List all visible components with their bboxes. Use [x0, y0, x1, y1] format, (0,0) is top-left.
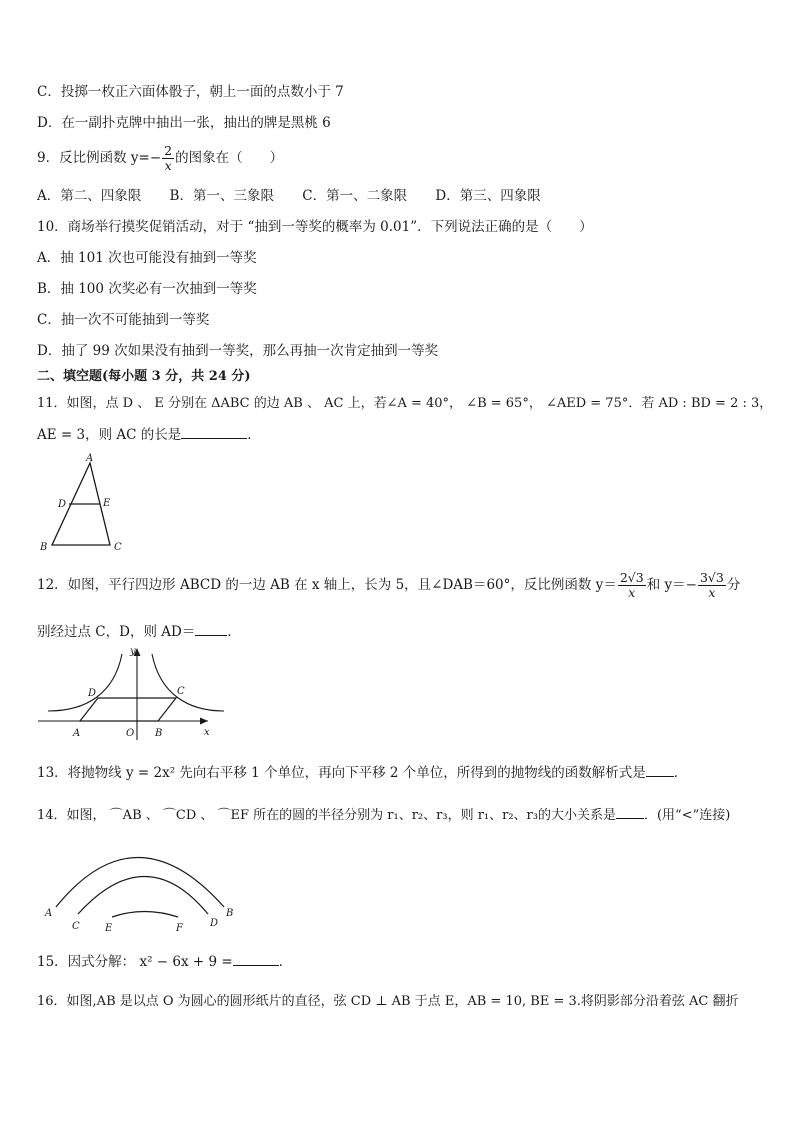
q11-answer-blank	[181, 426, 247, 439]
q11-label-e: E	[103, 498, 111, 509]
q9-prefix: 9．反比例函数 y=−	[37, 150, 162, 166]
q12-label-c: C	[177, 686, 185, 697]
q14-end: ．(用“<”连接)	[643, 808, 731, 823]
q9-stem	[37, 143, 283, 173]
q15-end: ．	[278, 954, 293, 970]
q8-option-d: D．在一副扑克牌中抽出一张，抽出的牌是黑桃 6	[37, 115, 331, 131]
q12-line2	[37, 623, 241, 641]
q11-label-a: A	[86, 453, 94, 464]
q12-fraction-1	[618, 571, 646, 600]
q12-label-x: x	[204, 727, 210, 738]
q10-option-d: D．抽了 99 次如果没有抽到一等奖，那么再抽一次肯定抽到一等奖	[37, 343, 439, 359]
q15-text: 15．因式分解： x² − 6x + 9 =	[37, 954, 233, 970]
q12-fraction-2-numerator: 3√3	[699, 570, 724, 585]
q12-end: ．	[227, 624, 241, 640]
q12-fraction-2-denominator: x	[708, 585, 716, 600]
q12-line2-text: 别经过点 C，D，则 AD＝	[37, 624, 196, 640]
q14-label-f: F	[176, 923, 183, 934]
q12-line1-end: 分	[726, 577, 741, 593]
q11-end: ．	[247, 427, 261, 443]
q12-label-o: O	[126, 728, 135, 739]
q9-fraction-denominator: x	[164, 158, 172, 173]
q13-text: 13．将抛物线 y = 2x² 先向右平移 1 个单位，再向下平移 2 个单位，所得到的抛物线的函数解析式是	[37, 765, 646, 781]
q15-answer-blank	[233, 953, 279, 966]
q9-option-b: B．第一、三象限	[169, 188, 274, 204]
q9-option-d: D．第三、四象限	[435, 188, 541, 204]
q10-option-a: A．抽 101 次也可能没有抽到一等奖	[37, 250, 257, 266]
q14-label-d: D	[210, 918, 219, 929]
q14-label-c: C	[72, 921, 80, 932]
q9-fraction-numerator: 2	[164, 143, 173, 158]
q11-line1: 11．如图，点 D 、 E 分别在 ΔABC 的边 AB 、 AC 上，若∠A = 40°， ∠B = 65°， ∠AED = 75°．若 AD : BD = 2 : 3，	[37, 396, 773, 411]
q11-label-b: B	[40, 542, 48, 553]
q14-label-e: E	[105, 923, 113, 934]
q14-stem	[37, 806, 730, 825]
q12-answer-blank	[195, 623, 227, 636]
q12-label-b: B	[155, 728, 163, 739]
q12-fraction-1-denominator: x	[628, 585, 636, 600]
q11-triangle-figure	[36, 452, 136, 556]
q13-end: ．	[673, 765, 688, 781]
q10-option-c: C．抽一次不可能抽到一等奖	[37, 312, 210, 328]
q11-label-c: C	[114, 542, 122, 553]
q9-suffix: 的图象在（ ）	[175, 150, 284, 166]
q12-fraction-2	[698, 571, 726, 600]
q8-option-c: C．投掷一枚正六面体骰子，朝上一面的点数小于 7	[37, 84, 344, 100]
q14-answer-blank	[616, 806, 644, 819]
q16-stem: 16．如图,AB 是以点 O 为圆心的圆形纸片的直径，弦 CD ⊥ AB 于点 E，AB = 10, BE = 3.将阴影部分沿着弦 AC 翻折	[37, 994, 739, 1009]
q12-label-a: A	[73, 728, 81, 739]
q12-coordinate-figure	[36, 642, 226, 742]
q12-line1	[37, 566, 740, 604]
q13-stem	[37, 764, 687, 782]
q12-label-y: y	[130, 646, 136, 657]
q15-stem	[37, 953, 292, 971]
q9-fraction	[162, 144, 174, 173]
q10-option-b: B．抽 100 次奖必有一次抽到一等奖	[37, 281, 257, 297]
q9-options	[37, 187, 541, 205]
q9-option-c: C．第一、二象限	[302, 188, 408, 204]
q12-fraction-1-numerator: 2√3	[619, 570, 644, 585]
section-title: 二、填空题(每小题 3 分，共 24 分)	[37, 369, 251, 384]
q14-text: 14．如图， ⌒AB 、 ⌒CD 、 ⌒EF 所在的圆的半径分别为 r₁、r₂、r₃，则 r₁、r₂、r₃的大小关系是	[37, 808, 616, 823]
q11-label-d: D	[58, 499, 67, 510]
q12-line1-text: 12．如图，平行四边形 ABCD 的一边 AB 在 x 轴上，长为 5，且∠DAB＝60°，反比例函数 y＝	[37, 577, 617, 593]
q11-line2-text: AE = 3，则 AC 的长是	[37, 427, 182, 443]
q14-label-a: A	[45, 908, 53, 919]
q11-line2	[37, 426, 261, 444]
q13-answer-blank	[646, 764, 674, 777]
q9-option-a: A．第二、四象限	[37, 188, 142, 204]
q12-mid: 和 y＝−	[646, 577, 697, 593]
q14-label-b: B	[226, 908, 234, 919]
q10-stem: 10．商场举行摸奖促销活动，对于 “抽到一等奖的概率为 0.01”．下列说法正确的是（ ）	[37, 219, 593, 235]
q12-label-d: D	[88, 688, 97, 699]
q14-arcs-figure	[36, 834, 246, 934]
